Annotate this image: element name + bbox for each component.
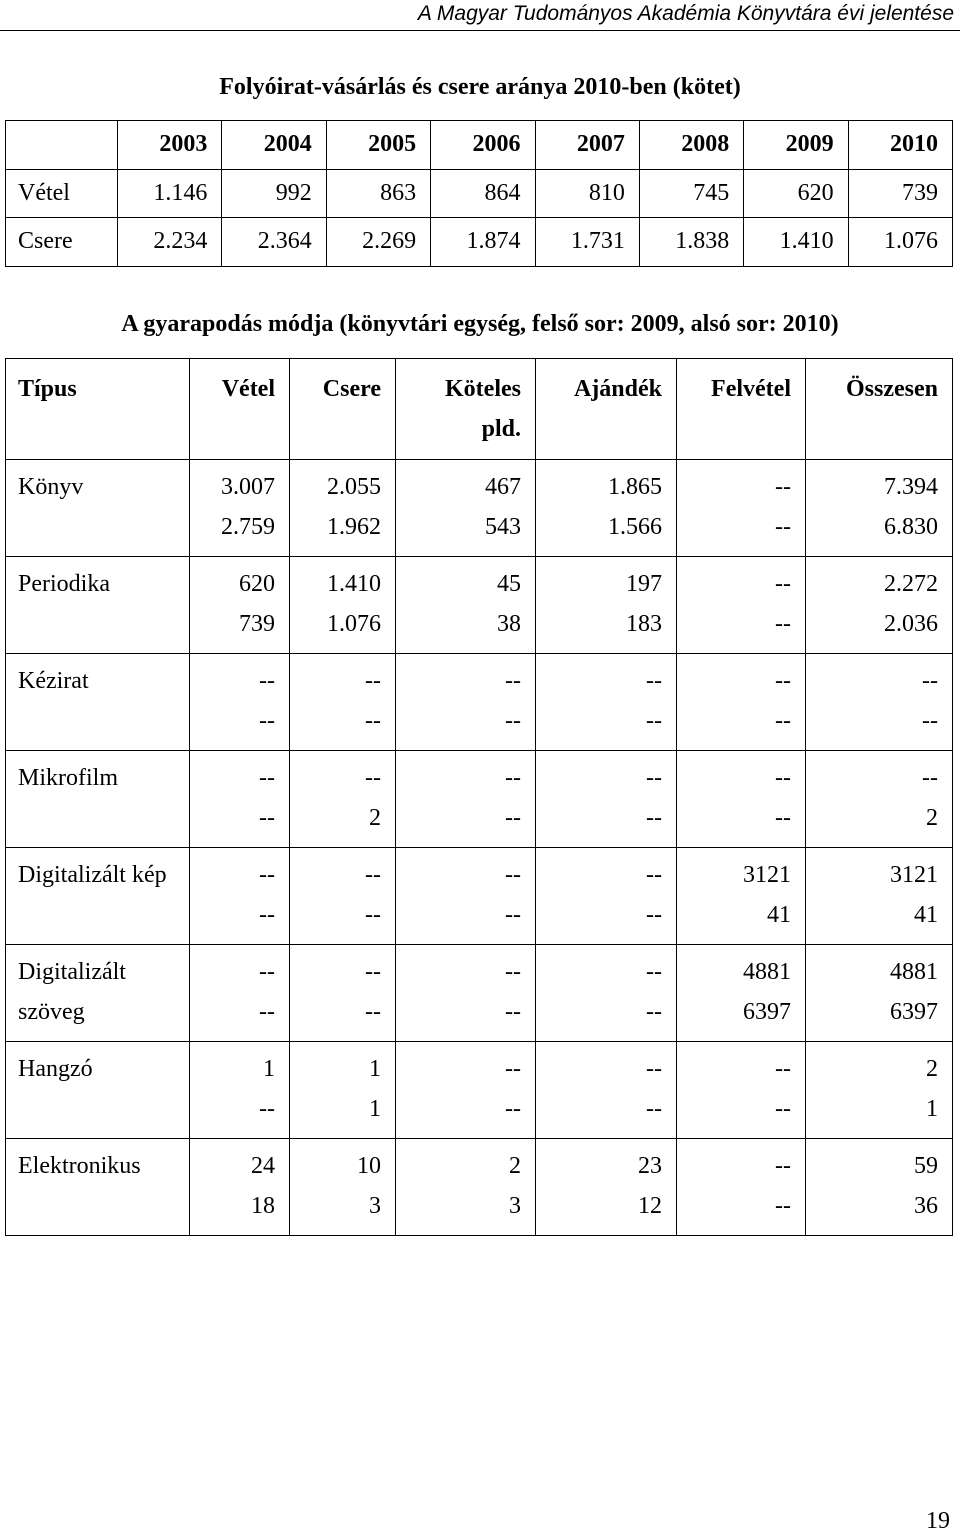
value-2010: 41 [767, 902, 791, 928]
value-2010: -- [646, 902, 662, 928]
value-2009: 2.055 [327, 474, 381, 500]
value-2010: -- [259, 999, 275, 1025]
value-2009: 1.410 [327, 571, 381, 597]
row-label: Periodika [6, 557, 190, 654]
value-2009: -- [505, 765, 521, 791]
value-2010: 1 [369, 1096, 381, 1122]
value-2009: 3.007 [221, 474, 275, 500]
value-2010: -- [365, 902, 381, 928]
value-2010: 2 [369, 805, 381, 831]
value-2009: -- [775, 571, 791, 597]
table-cell [677, 557, 806, 654]
table-cell [190, 1139, 290, 1236]
value-2010: 18 [251, 1193, 275, 1219]
table-row [6, 654, 953, 751]
table-cell: 2.364 [222, 218, 326, 267]
table-cell [536, 460, 677, 557]
value-2010: 1 [926, 1096, 938, 1122]
value-2010: -- [646, 999, 662, 1025]
table-cell [190, 945, 290, 1042]
table-row [6, 169, 953, 218]
table-cell [806, 654, 953, 751]
value-2010: 6397 [890, 999, 938, 1025]
value-2009: -- [505, 959, 521, 985]
value-2009: 1 [263, 1056, 275, 1082]
value-2010: 1.962 [327, 514, 381, 540]
table-cell [290, 848, 396, 945]
value-2009: 45 [497, 571, 521, 597]
value-2010: -- [646, 805, 662, 831]
value-2010: 2 [926, 805, 938, 831]
value-2009: -- [365, 862, 381, 888]
value-2009: -- [775, 1153, 791, 1179]
value-2010: 6397 [743, 999, 791, 1025]
value-2010: 1.566 [608, 514, 662, 540]
value-2009: -- [259, 765, 275, 791]
value-2009: 7.394 [884, 474, 938, 500]
table-cell: 2.269 [326, 218, 430, 267]
column-header-exchange: Csere [290, 359, 396, 460]
table-cell: 745 [639, 169, 743, 218]
value-2010: 36 [914, 1193, 938, 1219]
table-cell [290, 460, 396, 557]
value-2009: 4881 [890, 959, 938, 985]
value-2010: -- [646, 1096, 662, 1122]
table-cell: 620 [744, 169, 848, 218]
value-2009: 620 [239, 571, 275, 597]
table-cell [677, 460, 806, 557]
year-header: 2010 [848, 121, 952, 170]
value-2009: 2 [926, 1056, 938, 1082]
table-row [6, 557, 953, 654]
row-label: Hangzó [6, 1042, 190, 1139]
table-cell [190, 848, 290, 945]
table-row [6, 945, 953, 1042]
row-label: Mikrofilm [6, 751, 190, 848]
table-cell [190, 557, 290, 654]
value-2010: 12 [638, 1193, 662, 1219]
table-cell [396, 945, 536, 1042]
value-2010: -- [775, 1193, 791, 1219]
value-2010: -- [259, 708, 275, 734]
value-2009: 3121 [890, 862, 938, 888]
year-header: 2009 [744, 121, 848, 170]
table-cell [536, 1139, 677, 1236]
value-2010: -- [505, 902, 521, 928]
value-2009: -- [365, 765, 381, 791]
table-row [6, 751, 953, 848]
value-2010: 2.759 [221, 514, 275, 540]
table-cell: 1.838 [639, 218, 743, 267]
year-header: 2007 [535, 121, 639, 170]
table-cell [396, 557, 536, 654]
table-cell [536, 1042, 677, 1139]
table-cell [677, 1139, 806, 1236]
table-cell [677, 654, 806, 751]
value-2009: 2 [509, 1153, 521, 1179]
row-label: Csere [6, 218, 118, 267]
table-cell [190, 751, 290, 848]
row-label: Digitalizált szöveg [6, 945, 190, 1042]
table-cell: 992 [222, 169, 326, 218]
year-header: 2006 [431, 121, 535, 170]
value-2009: -- [775, 668, 791, 694]
year-header: 2005 [326, 121, 430, 170]
value-2009: -- [505, 862, 521, 888]
value-2010: 543 [485, 514, 521, 540]
value-2010: -- [922, 708, 938, 734]
value-2009: -- [922, 668, 938, 694]
year-header: 2008 [639, 121, 743, 170]
value-2009: 2.272 [884, 571, 938, 597]
table-cell: 863 [326, 169, 430, 218]
value-2010: -- [646, 708, 662, 734]
table-cell [536, 654, 677, 751]
value-2010: -- [505, 708, 521, 734]
value-2010: -- [259, 1096, 275, 1122]
table-cell [677, 945, 806, 1042]
value-2010: -- [259, 902, 275, 928]
table-cell: 1.874 [431, 218, 535, 267]
table-cell [806, 557, 953, 654]
value-2010: 38 [497, 611, 521, 637]
table-cell [396, 1139, 536, 1236]
table-cell [290, 654, 396, 751]
table-cell [290, 1042, 396, 1139]
value-2009: 10 [357, 1153, 381, 1179]
table-cell [806, 1139, 953, 1236]
table-cell [806, 460, 953, 557]
value-2009: -- [505, 668, 521, 694]
table1-corner-cell [6, 121, 118, 170]
table-cell [677, 751, 806, 848]
value-2010: 41 [914, 902, 938, 928]
value-2009: -- [505, 1056, 521, 1082]
table-cell [396, 1042, 536, 1139]
table-cell [536, 945, 677, 1042]
value-2010: 739 [239, 611, 275, 637]
value-2010: -- [365, 708, 381, 734]
table-cell [190, 460, 290, 557]
value-2009: -- [922, 765, 938, 791]
table-cell: 1.410 [744, 218, 848, 267]
value-2010: -- [259, 805, 275, 831]
value-2009: 59 [914, 1153, 938, 1179]
value-2009: -- [775, 1056, 791, 1082]
column-header-intake: Felvétel [677, 359, 806, 460]
table-row [6, 460, 953, 557]
table2-caption: A gyarapodás módja (könyvtári egység, felső sor: 2009, alsó sor: 2010) [121, 311, 839, 337]
table-cell [190, 654, 290, 751]
year-header: 2003 [118, 121, 222, 170]
table-cell: 810 [535, 169, 639, 218]
column-header-type: Típus [6, 359, 190, 460]
table1-caption: Folyóirat-vásárlás és csere aránya 2010-ben (kötet) [219, 74, 741, 100]
page-number: 19 [926, 1508, 950, 1534]
value-2010: -- [505, 805, 521, 831]
value-2009: 3121 [743, 862, 791, 888]
running-header-text: A Magyar Tudományos Akadémia Könyvtára évi jelentése [417, 2, 954, 25]
table-row [6, 848, 953, 945]
value-2009: 197 [626, 571, 662, 597]
value-2010: 183 [626, 611, 662, 637]
value-2009: 23 [638, 1153, 662, 1179]
table-cell: 864 [431, 169, 535, 218]
row-label: Kézirat [6, 654, 190, 751]
table-cell [536, 557, 677, 654]
value-2009: -- [646, 959, 662, 985]
table-row [6, 1139, 953, 1236]
value-2009: -- [646, 1056, 662, 1082]
value-2010: 2.036 [884, 611, 938, 637]
table-cell [536, 751, 677, 848]
value-2010: 6.830 [884, 514, 938, 540]
value-2010: -- [775, 514, 791, 540]
table-cell [396, 848, 536, 945]
table-cell [290, 751, 396, 848]
table-cell: 1.076 [848, 218, 952, 267]
acquisition-mode-table [5, 358, 953, 1236]
column-header-purchase: Vétel [190, 359, 290, 460]
row-label: Elektronikus [6, 1139, 190, 1236]
value-2009: -- [775, 765, 791, 791]
value-2009: -- [646, 668, 662, 694]
table-row [6, 1042, 953, 1139]
value-2010: -- [775, 1096, 791, 1122]
table-cell [677, 848, 806, 945]
year-header: 2004 [222, 121, 326, 170]
column-header-total: Összesen [806, 359, 953, 460]
table-cell [806, 945, 953, 1042]
value-2010: -- [365, 999, 381, 1025]
table-row [6, 218, 953, 267]
table-cell [290, 557, 396, 654]
table-cell [396, 460, 536, 557]
value-2009: -- [646, 765, 662, 791]
value-2009: -- [365, 668, 381, 694]
value-2009: 1 [369, 1056, 381, 1082]
value-2010: -- [505, 999, 521, 1025]
table-cell [190, 1042, 290, 1139]
value-2009: -- [775, 474, 791, 500]
column-header-legal-deposit: Köteles pld. [396, 359, 536, 460]
table-cell [396, 654, 536, 751]
value-2009: 467 [485, 474, 521, 500]
value-2009: 1.865 [608, 474, 662, 500]
value-2009: -- [365, 959, 381, 985]
table-cell: 739 [848, 169, 952, 218]
row-label: Digitalizált kép [6, 848, 190, 945]
table-cell [806, 848, 953, 945]
value-2010: 1.076 [327, 611, 381, 637]
table2-body [6, 460, 953, 1236]
value-2009: 4881 [743, 959, 791, 985]
table-cell [396, 751, 536, 848]
table-cell [677, 1042, 806, 1139]
running-header [0, 0, 960, 31]
table-cell [536, 848, 677, 945]
value-2009: -- [259, 862, 275, 888]
table-cell [806, 751, 953, 848]
value-2009: 24 [251, 1153, 275, 1179]
value-2010: -- [775, 708, 791, 734]
value-2010: -- [505, 1096, 521, 1122]
table-cell: 1.146 [118, 169, 222, 218]
table2-header-row [6, 359, 953, 460]
table-cell [806, 1042, 953, 1139]
row-label: Vétel [6, 169, 118, 218]
value-2009: -- [259, 959, 275, 985]
column-header-gift: Ajándék [536, 359, 677, 460]
value-2010: -- [775, 611, 791, 637]
table-cell [290, 1139, 396, 1236]
value-2010: 3 [509, 1193, 521, 1219]
table-cell [290, 945, 396, 1042]
value-2009: -- [259, 668, 275, 694]
table-cell: 2.234 [118, 218, 222, 267]
value-2010: -- [775, 805, 791, 831]
value-2009: -- [646, 862, 662, 888]
value-2010: 3 [369, 1193, 381, 1219]
row-label: Könyv [6, 460, 190, 557]
table1-header-row [6, 121, 953, 170]
journal-purchase-exchange-table [5, 120, 953, 267]
table-cell: 1.731 [535, 218, 639, 267]
